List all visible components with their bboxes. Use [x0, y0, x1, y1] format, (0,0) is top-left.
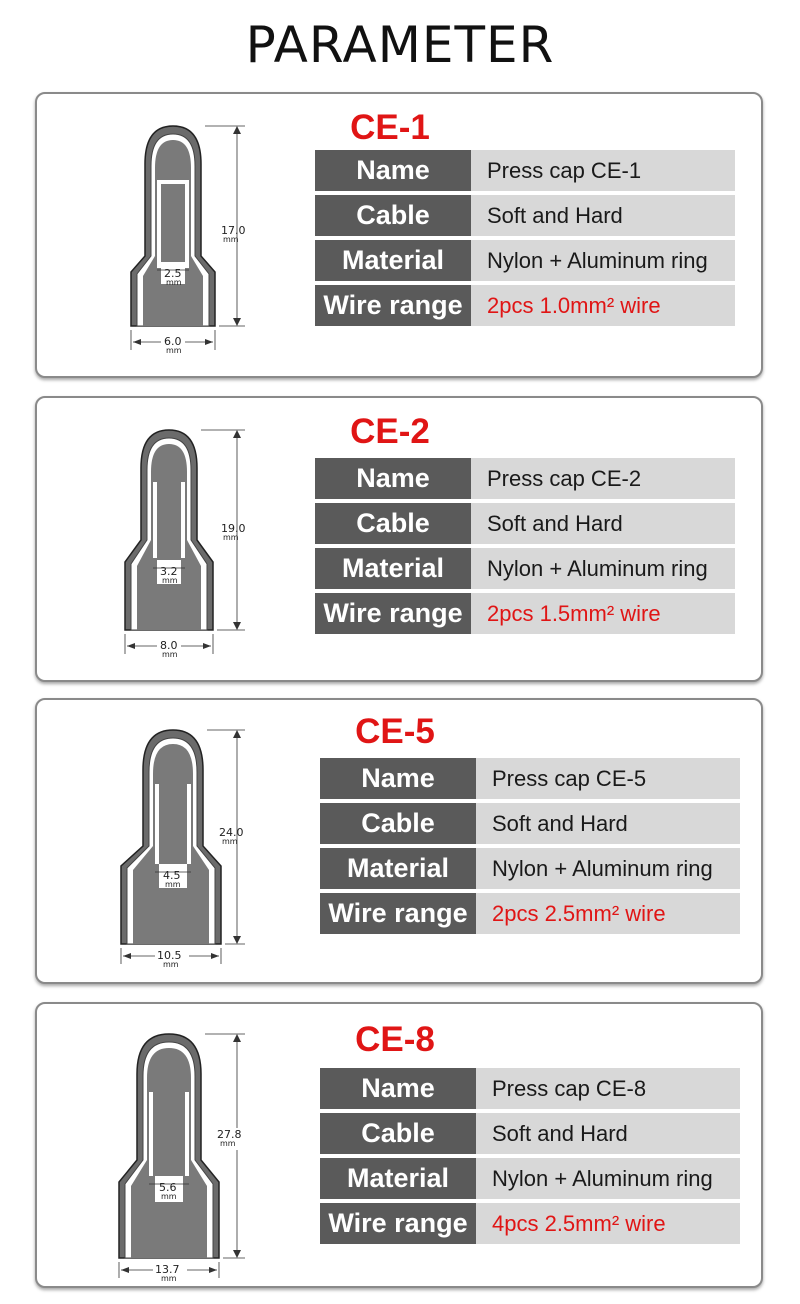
table-row: [315, 285, 735, 326]
name-label: Name: [320, 758, 476, 799]
table-row: [315, 548, 735, 589]
ce-5-model-title: CE-5: [355, 712, 435, 751]
material-value: Nylon + Aluminum ring: [471, 548, 735, 589]
cable-value: Soft and Hard: [476, 1113, 740, 1154]
ce-8-width-unit: mm: [161, 1274, 177, 1283]
cable-value: Soft and Hard: [471, 503, 735, 544]
table-row: [320, 1203, 740, 1244]
cable-value: Soft and Hard: [471, 195, 735, 236]
name-value: Press cap CE-5: [476, 758, 740, 799]
ce-2-inner-value: 3.2: [160, 565, 178, 578]
wire-range-label: Wire range: [315, 285, 471, 326]
material-value: Nylon + Aluminum ring: [471, 240, 735, 281]
ce-2-model-title: CE-2: [350, 412, 430, 451]
ce-8-height-value: 27.8: [217, 1128, 242, 1141]
ce-1-inner-unit: mm: [166, 278, 182, 287]
wire-range-label: Wire range: [320, 893, 476, 934]
material-label: Material: [315, 548, 471, 589]
table-row: [320, 848, 740, 889]
table-row: [315, 458, 735, 499]
table-row: [320, 893, 740, 934]
ce-8-height-unit: mm: [220, 1139, 236, 1148]
table-row: [315, 150, 735, 191]
cable-value: Soft and Hard: [476, 803, 740, 844]
ce-8-dimension-drawing-icon: [97, 1030, 267, 1283]
product-card-ce-1: [35, 92, 763, 378]
name-value: Press cap CE-8: [476, 1068, 740, 1109]
ce-2-dimension-drawing-icon: [97, 424, 267, 664]
material-label: Material: [315, 240, 471, 281]
table-row: [315, 593, 735, 634]
ce-5-height-value: 24.0: [219, 826, 244, 839]
ce-1-height-unit: mm: [223, 235, 239, 244]
ce-8-model-title: CE-8: [355, 1020, 435, 1059]
ce-2-spec-table: [315, 458, 735, 638]
cable-label: Cable: [320, 803, 476, 844]
ce-5-spec-table: [320, 758, 740, 938]
table-row: [320, 1068, 740, 1109]
wire-range-label: Wire range: [320, 1203, 476, 1244]
table-row: [320, 803, 740, 844]
ce-5-width-unit: mm: [163, 960, 179, 969]
ce-8-inner-value: 5.6: [159, 1181, 177, 1194]
wire-range-value: 4pcs 2.5mm² wire: [476, 1203, 740, 1244]
material-value: Nylon + Aluminum ring: [476, 848, 740, 889]
table-row: [320, 1158, 740, 1199]
material-label: Material: [320, 848, 476, 889]
product-card-ce-8: [35, 1002, 763, 1288]
ce-1-dimension-drawing-icon: [97, 120, 267, 360]
ce-1-inner-value: 2.5: [164, 267, 182, 280]
ce-8-width-value: 13.7: [155, 1263, 180, 1276]
cable-label: Cable: [315, 195, 471, 236]
wire-range-value: 2pcs 1.0mm² wire: [471, 285, 735, 326]
ce-1-height-value: 17.0: [221, 224, 246, 237]
table-row: [315, 503, 735, 544]
ce-1-spec-table: [315, 150, 735, 330]
page-title: PARAMETER: [245, 16, 555, 74]
table-row: [315, 195, 735, 236]
name-value: Press cap CE-1: [471, 150, 735, 191]
ce-8-inner-unit: mm: [161, 1192, 177, 1201]
table-row: [320, 758, 740, 799]
ce-2-width-unit: mm: [162, 650, 178, 659]
product-card-ce-5: [35, 698, 763, 984]
ce-2-inner-unit: mm: [162, 576, 178, 585]
ce-2-height-value: 19.0: [221, 522, 246, 535]
table-row: [315, 240, 735, 281]
name-label: Name: [320, 1068, 476, 1109]
material-value: Nylon + Aluminum ring: [476, 1158, 740, 1199]
ce-5-inner-unit: mm: [165, 880, 181, 889]
ce-2-height-unit: mm: [223, 533, 239, 542]
name-label: Name: [315, 458, 471, 499]
ce-8-spec-table: [320, 1068, 740, 1248]
name-value: Press cap CE-2: [471, 458, 735, 499]
product-card-ce-2: [35, 396, 763, 682]
wire-range-value: 2pcs 2.5mm² wire: [476, 893, 740, 934]
name-label: Name: [315, 150, 471, 191]
wire-range-label: Wire range: [315, 593, 471, 634]
ce-5-height-unit: mm: [222, 837, 238, 846]
ce-5-inner-value: 4.5: [163, 869, 181, 882]
ce-5-width-value: 10.5: [157, 949, 182, 962]
wire-range-value: 2pcs 1.5mm² wire: [471, 593, 735, 634]
cable-label: Cable: [315, 503, 471, 544]
ce-5-dimension-drawing-icon: [97, 726, 267, 969]
ce-1-width-value: 6.0: [164, 335, 182, 348]
table-row: [320, 1113, 740, 1154]
ce-1-width-unit: mm: [166, 346, 182, 355]
ce-2-width-value: 8.0: [160, 639, 178, 652]
material-label: Material: [320, 1158, 476, 1199]
ce-1-model-title: CE-1: [350, 108, 430, 147]
cable-label: Cable: [320, 1113, 476, 1154]
